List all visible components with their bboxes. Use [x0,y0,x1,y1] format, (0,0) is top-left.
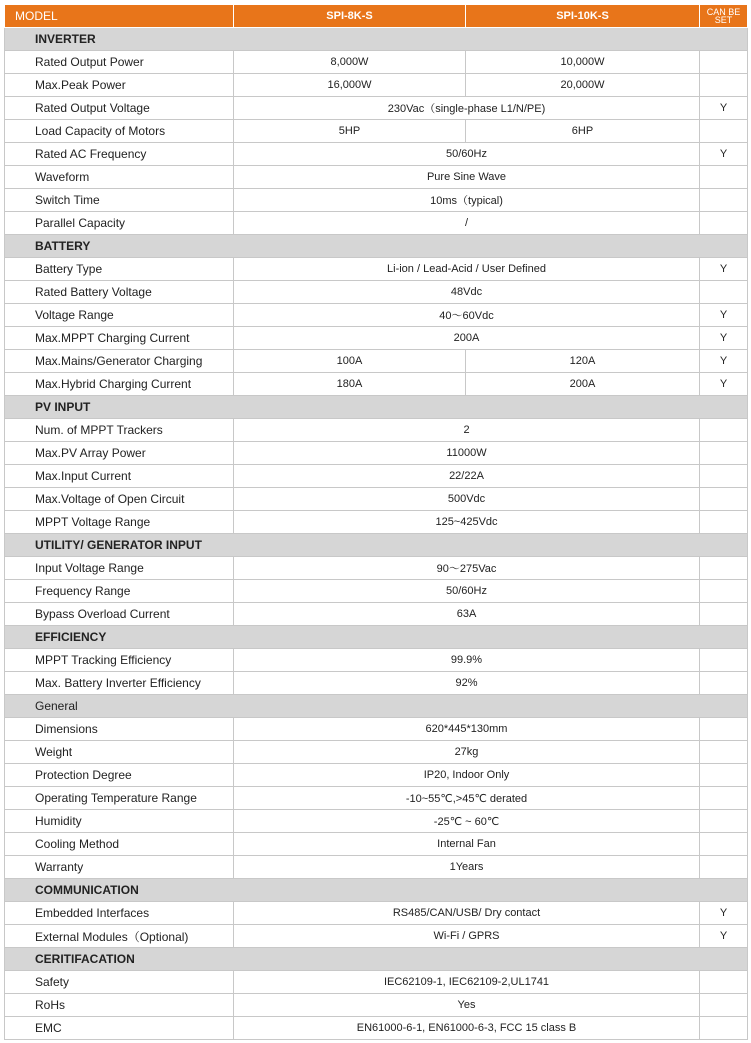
can-be-set-flag [700,442,748,465]
spec-name: Load Capacity of Motors [5,120,234,143]
spec-value: Li-ion / Lead-Acid / User Defined [234,258,700,281]
spec-name: External Modules（Optional) [5,925,234,948]
can-be-set-flag [700,856,748,879]
spec-value-8k: 100A [234,350,466,373]
spec-value: 1Years [234,856,700,879]
spec-value: 90～275Vac [234,557,700,580]
spec-value: Wi-Fi / GPRS [234,925,700,948]
spec-value: 50/60Hz [234,580,700,603]
can-be-set-flag: Y [700,327,748,350]
spec-value: IEC62109-1, IEC62109-2,UL1741 [234,971,700,994]
spec-value: EN61000-6-1, EN61000-6-3, FCC 15 class B [234,1017,700,1040]
spec-row [5,304,748,327]
spec-name: MPPT Voltage Range [5,511,234,534]
spec-name: Max.PV Array Power [5,442,234,465]
can-be-set-flag [700,833,748,856]
spec-row [5,97,748,120]
spec-row [5,327,748,350]
spec-row [5,856,748,879]
spec-value: 230Vac（single-phase L1/N/PE) [234,97,700,120]
can-be-set-flag: Y [700,902,748,925]
spec-name: Rated Output Voltage [5,97,234,120]
spec-value: 50/60Hz [234,143,700,166]
can-be-set-flag [700,1017,748,1040]
spec-name: Max.Hybrid Charging Current [5,373,234,396]
spec-name: Input Voltage Range [5,557,234,580]
section-title: CERITIFACATION [5,948,748,971]
spec-row [5,51,748,74]
section-title: INVERTER [5,28,748,51]
spec-row [5,166,748,189]
can-be-set-flag [700,810,748,833]
can-be-set-flag [700,74,748,97]
can-be-set-flag [700,787,748,810]
spec-row [5,810,748,833]
can-be-set-flag [700,649,748,672]
spec-name: Switch Time [5,189,234,212]
spec-value: 11000W [234,442,700,465]
can-be-set-flag [700,511,748,534]
spec-value: 40～60Vdc [234,304,700,327]
spec-row [5,994,748,1017]
spec-name: Humidity [5,810,234,833]
section-header [5,235,748,258]
spec-row [5,902,748,925]
spec-value-10k: 10,000W [466,51,700,74]
can-be-set-flag [700,465,748,488]
section-header [5,626,748,649]
spec-name: Warranty [5,856,234,879]
section-header [5,534,748,557]
spec-value-10k: 200A [466,373,700,396]
spec-row [5,373,748,396]
spec-name: Rated AC Frequency [5,143,234,166]
spec-value: 200A [234,327,700,350]
spec-name: Num. of MPPT Trackers [5,419,234,442]
spec-value-8k: 16,000W [234,74,466,97]
section-title: PV INPUT [5,396,748,419]
spec-name: EMC [5,1017,234,1040]
spec-name: Max. Battery Inverter Efficiency [5,672,234,695]
spec-name: Safety [5,971,234,994]
spec-name: Weight [5,741,234,764]
spec-name: Cooling Method [5,833,234,856]
spec-row [5,833,748,856]
spec-name: Max.Peak Power [5,74,234,97]
spec-row [5,672,748,695]
spec-row [5,143,748,166]
spec-value: 125~425Vdc [234,511,700,534]
can-be-set-flag [700,166,748,189]
can-be-set-flag [700,189,748,212]
can-be-set-flag [700,603,748,626]
spec-value: -25℃ ~ 60℃ [234,810,700,833]
spec-row [5,580,748,603]
spec-value-8k: 5HP [234,120,466,143]
can-be-set-flag [700,120,748,143]
can-be-set-flag: Y [700,97,748,120]
can-be-set-flag [700,764,748,787]
spec-value: Internal Fan [234,833,700,856]
spec-row [5,741,748,764]
spec-row [5,718,748,741]
can-be-set-flag [700,419,748,442]
can-be-set-flag: Y [700,304,748,327]
spec-value: 500Vdc [234,488,700,511]
can-be-set-flag [700,557,748,580]
spec-value: -10~55℃,>45℃ derated [234,787,700,810]
model-10k: SPI-10K-S [466,5,700,28]
spec-row [5,764,748,787]
spec-name: Operating Temperature Range [5,787,234,810]
can-be-set-flag [700,718,748,741]
spec-name: Frequency Range [5,580,234,603]
spec-name: Max.Voltage of Open Circuit [5,488,234,511]
spec-name: Parallel Capacity [5,212,234,235]
spec-row [5,442,748,465]
spec-value: 92% [234,672,700,695]
spec-name: Rated Battery Voltage [5,281,234,304]
spec-row [5,281,748,304]
spec-name: Battery Type [5,258,234,281]
spec-row [5,603,748,626]
spec-row [5,258,748,281]
can-be-set-flag [700,994,748,1017]
spec-row [5,189,748,212]
can-be-set-flag: Y [700,925,748,948]
can-be-set-flag [700,741,748,764]
spec-value: 2 [234,419,700,442]
spec-value: 99.9% [234,649,700,672]
spec-name: Protection Degree [5,764,234,787]
spec-value-8k: 8,000W [234,51,466,74]
section-header [5,28,748,51]
spec-name: MPPT Tracking Efficiency [5,649,234,672]
model-8k: SPI-8K-S [234,5,466,28]
spec-name: Max.Input Current [5,465,234,488]
spec-name: Waveform [5,166,234,189]
spec-value-10k: 120A [466,350,700,373]
spec-table [4,4,748,1040]
section-header [5,695,748,718]
section-title: General [5,695,748,718]
can-be-set-flag [700,212,748,235]
spec-value-10k: 20,000W [466,74,700,97]
spec-table-body [5,5,748,1040]
spec-value: / [234,212,700,235]
can-be-set-flag [700,281,748,304]
spec-value: 22/22A [234,465,700,488]
can-be-set-flag [700,580,748,603]
spec-row [5,971,748,994]
spec-value: Yes [234,994,700,1017]
spec-value: IP20, Indoor Only [234,764,700,787]
spec-row [5,74,748,97]
can-be-set-flag: Y [700,258,748,281]
spec-row [5,350,748,373]
spec-value-10k: 6HP [466,120,700,143]
can-be-set-flag: Y [700,143,748,166]
spec-name: Bypass Overload Current [5,603,234,626]
spec-row [5,120,748,143]
section-header [5,879,748,902]
can-be-set-label: CAN BE SET [700,5,748,28]
spec-value-8k: 180A [234,373,466,396]
spec-name: Max.Mains/Generator Charging [5,350,234,373]
can-be-set-flag: Y [700,350,748,373]
spec-row [5,557,748,580]
can-be-set-flag [700,971,748,994]
spec-value: RS485/CAN/USB/ Dry contact [234,902,700,925]
spec-row [5,787,748,810]
spec-name: Dimensions [5,718,234,741]
section-title: EFFICIENCY [5,626,748,649]
can-be-set-flag [700,672,748,695]
can-be-set-flag [700,488,748,511]
spec-row [5,1017,748,1040]
spec-name: Max.MPPT Charging Current [5,327,234,350]
spec-value: 620*445*130mm [234,718,700,741]
section-title: COMMUNICATION [5,879,748,902]
spec-value: Pure Sine Wave [234,166,700,189]
spec-row [5,465,748,488]
can-be-set-flag [700,51,748,74]
section-header [5,948,748,971]
can-be-set-flag: Y [700,373,748,396]
section-header [5,396,748,419]
spec-row [5,511,748,534]
model-label: MODEL [5,5,234,28]
spec-value: 27kg [234,741,700,764]
spec-row [5,925,748,948]
spec-row [5,488,748,511]
spec-value: 63A [234,603,700,626]
spec-row [5,649,748,672]
section-title: UTILITY/ GENERATOR INPUT [5,534,748,557]
spec-name: Rated Output Power [5,51,234,74]
spec-name: Embedded Interfaces [5,902,234,925]
spec-name: Voltage Range [5,304,234,327]
spec-value: 48Vdc [234,281,700,304]
spec-row [5,419,748,442]
spec-row [5,212,748,235]
spec-name: RoHs [5,994,234,1017]
spec-value: 10ms（typical) [234,189,700,212]
section-title: BATTERY [5,235,748,258]
header-row [5,5,748,28]
